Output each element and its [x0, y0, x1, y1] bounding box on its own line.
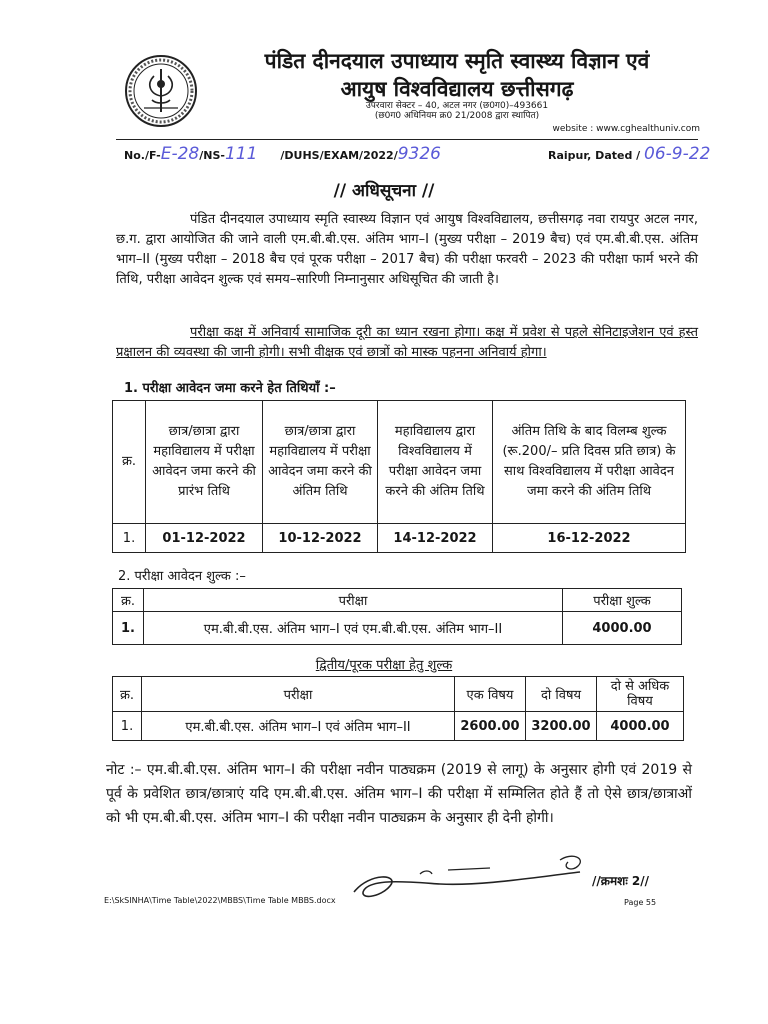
handwritten-dispatch-no: 9326	[397, 144, 441, 164]
file-path: E:\SkSINHA\Time Table\2022\MBBS\Time Table MBBS.docx	[104, 896, 336, 905]
header-sn: क्र.	[113, 401, 146, 524]
header-more-subjects: दो से अधिक विषय	[597, 677, 684, 712]
table-row	[113, 524, 686, 553]
table-header-row	[113, 401, 686, 524]
late-fee-date-value: 16-12-2022	[493, 524, 686, 553]
header-late-fee-date: अंतिम तिथि के बाद विलम्ब शुल्क (रू.200/– प्रति दिवस प्रति छात्र) के साथ विश्वविद्यालय में परीक्षा आवेदन जमा करने की अंतिम तिथि	[493, 401, 686, 524]
row-more-subjects-fee: 4000.00	[597, 712, 684, 741]
university-act: (छ0ग0 अधिनियम क्र0 21/2008 द्वारा स्थापित)	[374, 111, 540, 121]
row-sn: 1.	[113, 612, 144, 645]
page-number: Page 55	[624, 898, 657, 907]
ref-mid: /DUHS/EXAM/2022/	[280, 149, 398, 162]
dated-line	[548, 144, 710, 164]
reference-number	[124, 144, 441, 164]
row-sn: 1.	[113, 712, 142, 741]
section1-heading: 1. परीक्षा आवेदन जमा करने हेत तिथियॉं :–	[124, 381, 336, 396]
header-sn: क्र.	[113, 677, 142, 712]
website-text: website : www.cghealthuniv.com	[552, 124, 700, 134]
supplementary-fee-heading-text: द्वितीय/पूरक परीक्षा हेतु शुल्क	[315, 658, 453, 673]
header-sn: क्र.	[113, 589, 144, 612]
university-name-line2: आयुष विश्वविद्यालय छत्तीसगढ़	[340, 77, 574, 101]
table-row	[113, 712, 684, 741]
note-paragraph: नोट :– एम.बी.बी.एस. अंतिम भाग–I की परीक्षा नवीन पाठ्यक्रम (2019 से लागू) के अनुसार होगी एवं 2019 से पूर्व के प्रवेशित छात्र/छात्राएं यदि एम.बी.बी.एस. अंतिम भाग–I की परीक्षा में सम्मिलित होते हैं तो ऐसे छात्र/छात्राओं को भी एम.बी.बी.एस. अंतिम भाग–I की परीक्षा नवीन पाठ्यक्रम के अनुसार ही देनी होगी।	[106, 762, 692, 826]
table-row	[113, 612, 682, 645]
supplementary-fee-table	[112, 676, 684, 741]
college-last-date-value: 14-12-2022	[378, 524, 493, 553]
university-name-line1: पंडित दीनदयाल उपाध्याय स्मृति स्वास्थ्य विज्ञान एवं	[264, 49, 650, 73]
table-header-row	[113, 677, 684, 712]
handwritten-file-no: E-28	[160, 144, 200, 164]
dated-label: Raipur, Dated /	[548, 149, 641, 162]
ref-prefix: No./F-	[124, 149, 161, 162]
row-sn: 1.	[113, 524, 146, 553]
header-divider	[116, 139, 698, 140]
start-date-value: 01-12-2022	[146, 524, 263, 553]
exam-fee-table	[112, 588, 682, 645]
header-one-subject: एक विषय	[455, 677, 526, 712]
handwritten-signature	[350, 852, 610, 908]
notification-title: // अधिसूचना //	[333, 181, 435, 201]
header-exam: परीक्षा	[142, 677, 455, 712]
university-address: उपरवारा सेक्टर – 40, अटल नगर (छ0ग0)–493661	[365, 101, 549, 111]
supplementary-fee-heading	[0, 655, 768, 673]
header-start-date: छात्र/छात्रा द्वारा महाविद्यालय में परीक्षा आवेदन जमा करने की प्रारंभ तिथि	[146, 401, 263, 524]
row-fee: 4000.00	[563, 612, 682, 645]
row-exam: एम.बी.बी.एस. अंतिम भाग–I एवं अंतिम भाग–II	[142, 712, 455, 741]
header-fee: परीक्षा शुल्क	[563, 589, 682, 612]
application-dates-table	[112, 400, 686, 553]
row-one-subject-fee: 2600.00	[455, 712, 526, 741]
header-college-last-date: महाविद्यालय द्वारा विश्वविद्यालय में परीक्षा आवेदन जमा करने की अंतिम तिथि	[378, 401, 493, 524]
header-exam: परीक्षा	[144, 589, 563, 612]
continued-marker: //क्रमशः 2//	[592, 874, 650, 888]
header-student-last-date: छात्र/छात्रा द्वारा महाविद्यालय में परीक्षा आवेदन जमा करने की अंतिम तिथि	[263, 401, 378, 524]
table-header-row	[113, 589, 682, 612]
section2-heading: 2. परीक्षा आवेदन शुल्क :–	[118, 569, 246, 584]
row-two-subjects-fee: 3200.00	[526, 712, 597, 741]
handwritten-date: 06-9-22	[644, 144, 711, 164]
ref-ns-label: /NS-	[199, 149, 225, 162]
precaution-paragraph: परीक्षा कक्ष में अनिवार्य सामाजिक दूरी का ध्यान रखना होगा। कक्ष में प्रवेश से पहले सेनिटाइजेशन एवं हस्त प्रक्षालन की व्यवस्था की जानी होगी। सभी वीक्षक एवं छात्रों को मास्क पहनना अनिवार्य होगा।	[116, 325, 698, 360]
university-seal-logo	[124, 54, 198, 128]
handwritten-ns-no: 111	[224, 144, 258, 164]
intro-paragraph: पंडित दीनदयाल उपाध्याय स्मृति स्वास्थ्य विज्ञान एवं आयुष विश्वविद्यालय, छत्तीसगढ़ नवा रायपुर अटल नगर, छ.ग. द्वारा आयोजित की जाने वाली एम.बी.बी.एस. अंतिम भाग–I (मुख्य परीक्षा – 2019 बैच) एवं एम.बी.बी.एस. अंतिम भाग–II (मुख्य परीक्षा – 2018 बैच एवं पूरक परीक्षा – 2017 बैच) की परीक्षा फरवरी – 2023 की परीक्षा फार्म भरने की तिथि, परीक्षा आवेदन शुल्क एवं समय–सारिणी निम्नानुसार अधिसूचित की जाती है।	[116, 212, 698, 287]
row-exam: एम.बी.बी.एस. अंतिम भाग–I एवं एम.बी.बी.एस. अंतिम भाग–II	[144, 612, 563, 645]
header-two-subjects: दो विषय	[526, 677, 597, 712]
student-last-date-value: 10-12-2022	[263, 524, 378, 553]
